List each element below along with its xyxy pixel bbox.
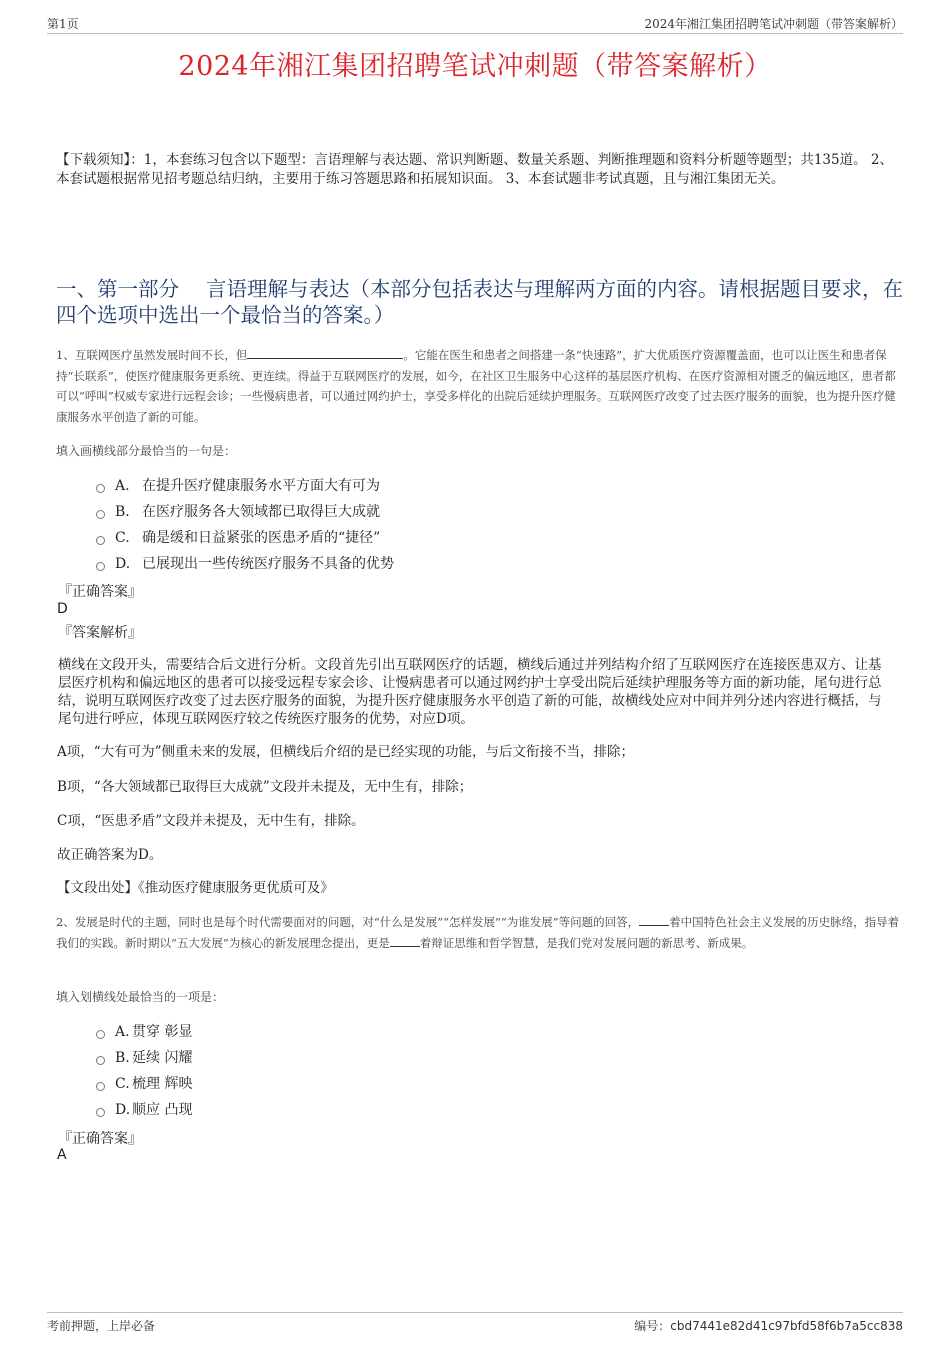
q1-note-a: A项，“大有可为”侧重未来的发展，但横线后介绍的是已经实现的功能，与后文衔接不当，排除； bbox=[57, 744, 635, 760]
radio-icon[interactable] bbox=[96, 1108, 105, 1117]
radio-icon[interactable] bbox=[96, 562, 105, 571]
q1-note-b: B项，“各大领域都已取得巨大成就”文段并未提及，无中生有，排除； bbox=[57, 779, 473, 795]
radio-icon[interactable] bbox=[96, 510, 105, 519]
q2-blank-1 bbox=[639, 913, 669, 926]
q1-blank bbox=[247, 346, 403, 359]
page-number: 第1页 bbox=[47, 17, 79, 31]
footer-code: 编号：cbd7441e82d41c97bfd58f6b7a5cc838 bbox=[634, 1319, 903, 1333]
download-notice: 【下载须知】：1，本套练习包含以下题型：言语理解与表达题、常识判断题、数量关系题、判断推理题和资料分析题等题型；共135道。 2、本套试题根据常见招考题总结归纳，主要用于练习答题思路和拓展知识面。 3、本套试题非考试真题，且与湘江集团无关。 bbox=[56, 152, 893, 187]
q1-option-c[interactable]: C. 确是缓和日益紧张的医患矛盾的“捷径” bbox=[96, 528, 380, 548]
q1-analysis: 横线在文段开头，需要结合后文进行分析。文段首先引出互联网医疗的话题，横线后通过并列结构介绍了互联网医疗在连接医患双方、让基层医疗机构和偏远地区的患者可以接受远程专家会诊、让慢病患者可以通过网约护士享受出院后延续护理服务等方面的新功能，尾句进行总结，说明互联网医疗改变了过去医疗服务的面貌，为提升医疗健康服务水平创造了新的可能，故横线处应对中间并列分述内容进行概括，与尾句进行呼应，体现互联网医疗较之传统医疗服务的优势，对应D项。 bbox=[58, 657, 882, 727]
question-1-text bbox=[56, 345, 906, 427]
radio-icon[interactable] bbox=[96, 1082, 105, 1091]
q1-text-before: 1、互联网医疗虽然发展时间不长，但 bbox=[56, 348, 248, 362]
q1-note-c: C项，“医患矛盾”文段并未提及，无中生有，排除。 bbox=[57, 813, 365, 829]
radio-icon[interactable] bbox=[96, 1056, 105, 1065]
q2-option-a[interactable]: A. 贯穿 彰显 bbox=[96, 1022, 192, 1042]
radio-icon[interactable] bbox=[96, 484, 105, 493]
page-footer bbox=[47, 1312, 903, 1333]
document-title: 2024年湘江集团招聘笔试冲刺题（带答案解析） bbox=[178, 51, 772, 82]
q1-source: 【文段出处】《推动医疗健康服务更优质可及》 bbox=[57, 880, 334, 896]
q2-option-c[interactable]: C. 梳理 辉映 bbox=[96, 1074, 192, 1094]
q1-option-a[interactable]: A. 在提升医疗健康服务水平方面大有可为 bbox=[96, 476, 380, 496]
q1-conclusion: 故正确答案为D。 bbox=[57, 847, 163, 863]
header-doc-title: 2024年湘江集团招聘笔试冲刺题（带答案解析） bbox=[644, 17, 903, 31]
q1-answer-tag: 『正确答案』 bbox=[58, 584, 142, 600]
radio-icon[interactable] bbox=[96, 536, 105, 545]
q1-prompt: 填入画横线部分最恰当的一句是： bbox=[56, 444, 237, 458]
q2-blank-2 bbox=[390, 934, 420, 947]
q1-analysis-tag: 『答案解析』 bbox=[58, 625, 142, 641]
question-2-text: 2、发展是时代的主题，同时也是每个时代需要面对的问题，对“什么是发展”“怎样发展”“为谁发展”等问题的回答， 着中国特色社会主义发展的历史脉络，指导着我们的实践。新时期以“五大发展”为核心的新发展理念提出，更是 着辩证思维和哲学智慧，是我们党对发展问题的新思考、新成果。 bbox=[56, 915, 900, 950]
radio-icon[interactable] bbox=[96, 1030, 105, 1039]
q1-option-d[interactable]: D. 已展现出一些传统医疗服务不具备的优势 bbox=[96, 554, 394, 574]
q2-answer-tag: 『正确答案』 bbox=[58, 1131, 142, 1147]
q2-prompt: 填入划横线处最恰当的一项是： bbox=[56, 990, 225, 1004]
section-heading: 一、第一部分 言语理解与表达（本部分包括表达与理解两方面的内容。请根据题目要求，在四个选项中选出一个最恰当的答案。） bbox=[56, 277, 904, 327]
footer-slogan: 考前押题，上岸必备 bbox=[47, 1319, 156, 1333]
q1-text-after: 。它能在医生和患者之间搭建一条“快速路”，扩大优质医疗资源覆盖面，也可以让医生和患者保持“长联系”，使医疗健康服务更系统、更连续。得益于互联网医疗的发展，如今，在社区卫生服务中心这样的基层医疗机构、在医疗资源相对匮乏的偏远地区，患者都可以“呼叫”权威专家进行远程会诊；一些慢病患者，可以通过网约护士，享受多样化的出院后延续护理服务。互联网医疗改变了过去医疗服务的面貌，也为提升医疗健康服务水平创造了新的可能。 bbox=[56, 348, 896, 424]
page-header bbox=[47, 15, 903, 34]
q2-option-d[interactable]: D. 顺应 凸现 bbox=[96, 1100, 192, 1120]
q2-option-b[interactable]: B. 延续 闪耀 bbox=[96, 1048, 192, 1068]
q1-answer: D bbox=[57, 601, 68, 617]
q1-option-b[interactable]: B. 在医疗服务各大领域都已取得巨大成就 bbox=[96, 502, 380, 522]
q2-answer: A bbox=[57, 1147, 67, 1163]
